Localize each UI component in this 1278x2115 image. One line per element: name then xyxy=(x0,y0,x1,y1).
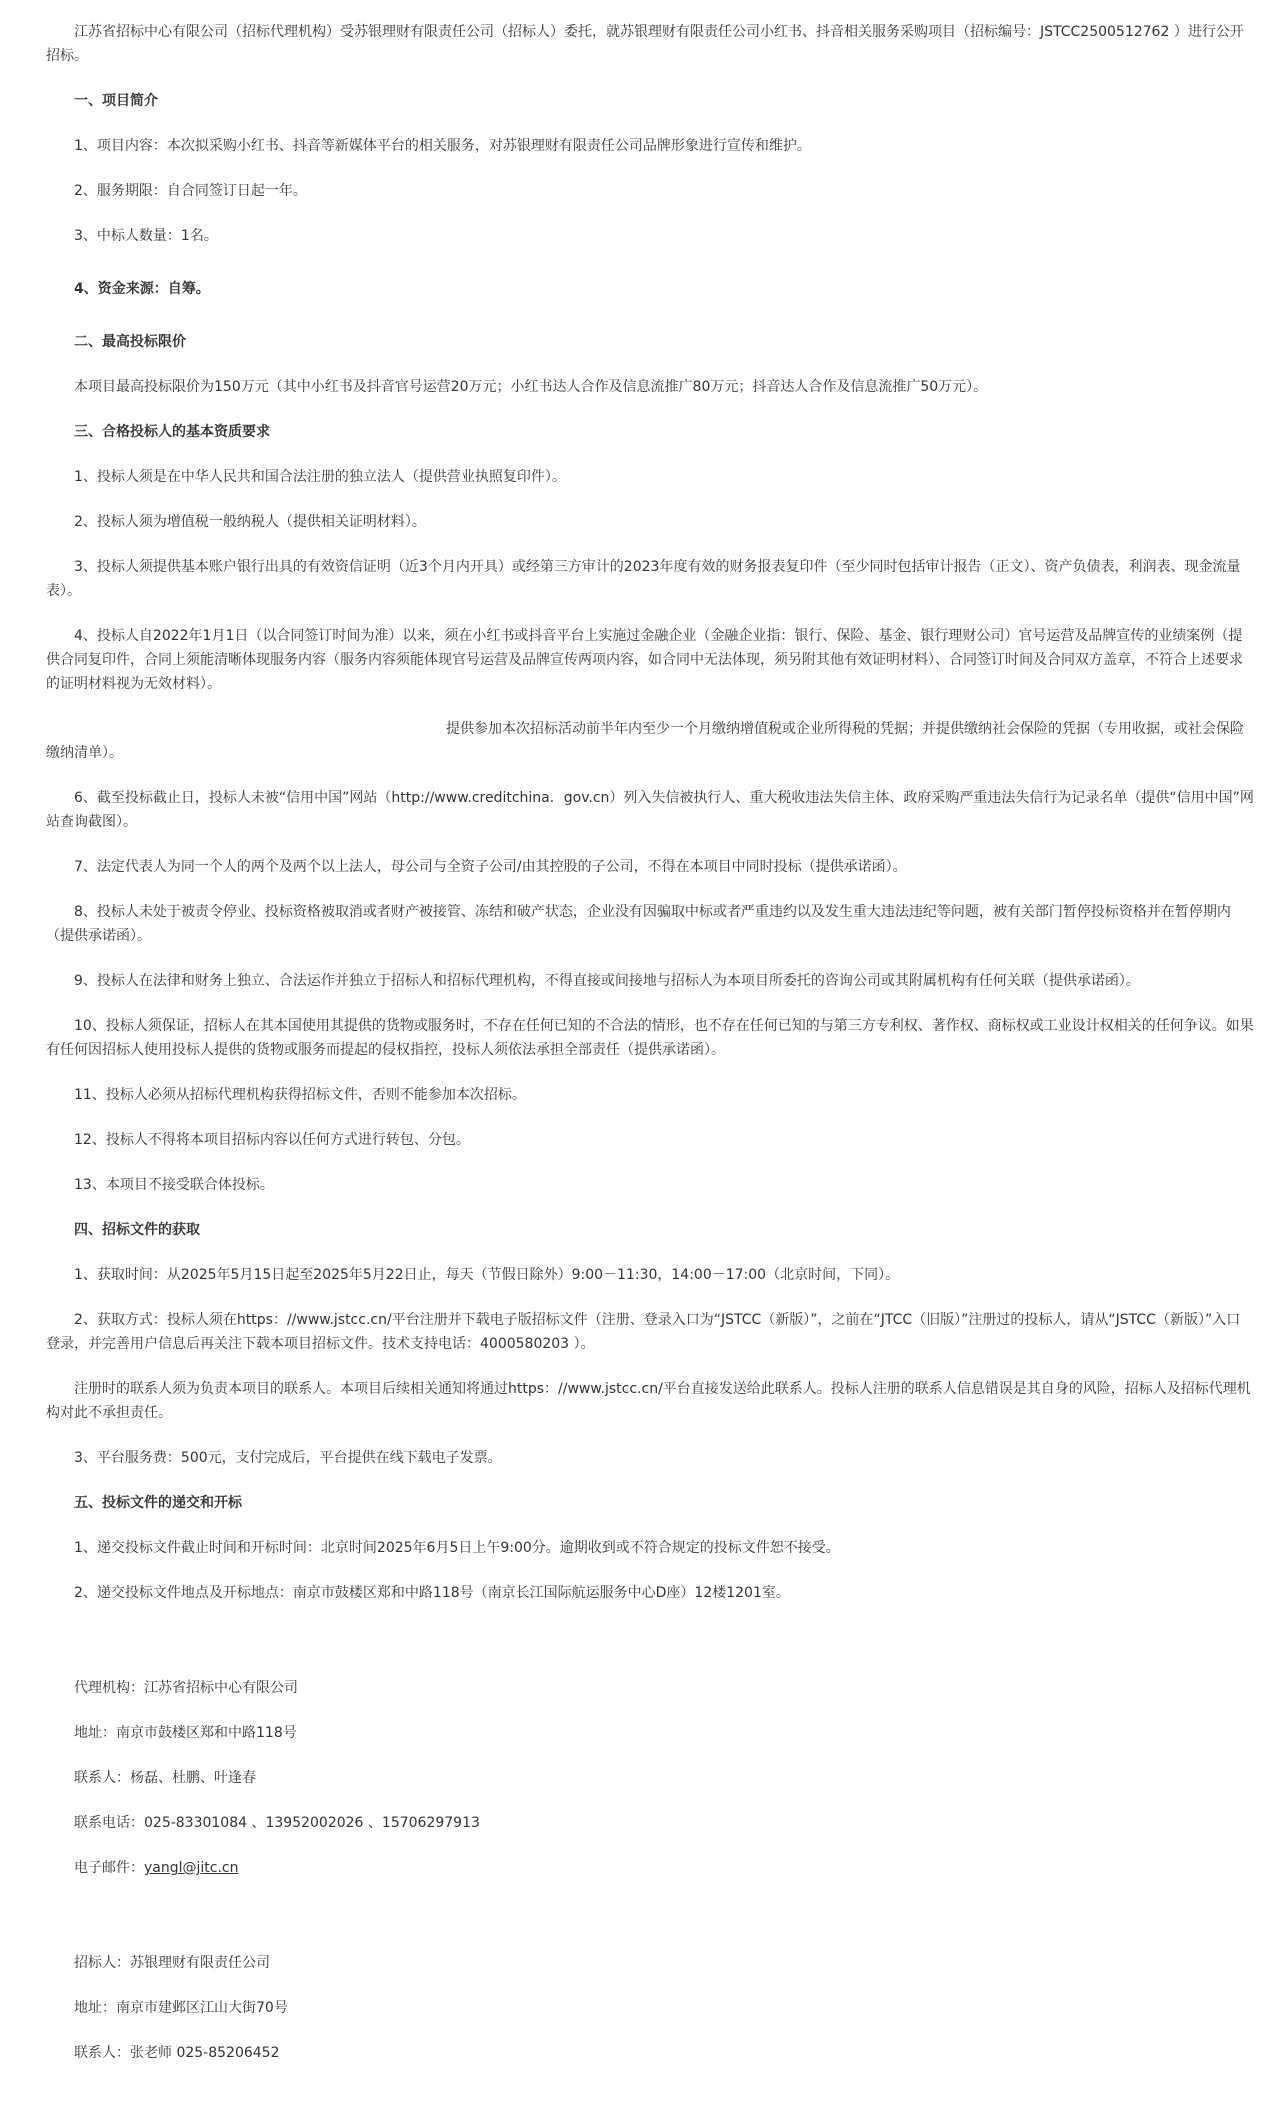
sec3-item-13: 13、本项目不接受联合体投标。 xyxy=(74,1177,274,1193)
sec1-item-1: 1、项目内容：本次拟采购小红书、抖音等新媒体平台的相关服务，对苏银理财有限责任公司品牌形象进行宣传和维护。 xyxy=(74,138,811,154)
client-contact-block xyxy=(46,1951,1254,2065)
agent-email-label: 电子邮件： xyxy=(74,1860,144,1876)
sec1-item-3: 3、中标人数量：1名。 xyxy=(74,228,218,244)
sec1-fund-source: 4、资金来源：自筹。 xyxy=(74,281,210,297)
agent-contact-block xyxy=(46,1676,1254,1880)
intro-paragraph: 江苏省招标中心有限公司（招标代理机构）受苏银理财有限责任公司（招标人）委托，就苏银理财有限责任公司小红书、抖音相关服务采购项目（招标编号：JSTCC2500512762 ）进行公开招标。 xyxy=(46,24,1244,64)
sec3-item-5-text: 提供参加本次招标活动前半年内至少一个月缴纳增值税或企业所得税的凭据；并提供缴纳社会保险的凭据（专用收据，或社会保险缴纳清单）。 xyxy=(46,721,1244,761)
sec4-item-1: 1、获取时间：从2025年5月15日起至2025年5月22日止，每天（节假日除外）9:00－11:30，14:00－17:00（北京时间，下同）。 xyxy=(74,1267,900,1283)
agent-address: 地址：南京市鼓楼区郑和中路118号 xyxy=(74,1725,297,1741)
sec3-item-3: 3、投标人须提供基本账户银行出具的有效资信证明（近3个月内开具）或经第三方审计的2023年度有效的财务报表复印件（至少同时包括审计报告（正文）、资产负债表，利润表、现金流量表）。 xyxy=(46,559,1241,599)
agent-phone: 联系电话：025-83301084 、13952002026 、15706297913 xyxy=(74,1815,480,1831)
agent-contacts: 联系人：杨磊、杜鹏、叶逢春 xyxy=(74,1770,256,1786)
sec3-item-11: 11、投标人必须从招标代理机构获得招标文件，否则不能参加本次招标。 xyxy=(74,1087,526,1103)
sec2-text: 本项目最高投标限价为150万元（其中小红书及抖音官号运营20万元；小红书达人合作及信息流推广80万元；抖音达人合作及信息流推广50万元）。 xyxy=(74,379,988,395)
sec4-item-2: 2、获取方式：投标人须在https：//www.jstcc.cn/平台注册并下载电子版招标文件（注册、登录入口为“JSTCC（新版）”，之前在“JTCC（旧版）”注册过的投标人，请从“JSTCC（新版）”入口登录，并完善用户信息后再关注下载本项目招标文件。技术支持电话：4000580203 ）。 xyxy=(46,1312,1241,1352)
agent-name: 代理机构：江苏省招标中心有限公司 xyxy=(74,1680,298,1696)
sec1-item-2: 2、服务期限：自合同签订日起一年。 xyxy=(74,183,307,199)
section-5-title: 五、投标文件的递交和开标 xyxy=(74,1495,242,1511)
agent-email-line xyxy=(46,1856,1254,1880)
sec3-item-10: 10、投标人须保证，招标人在其本国使用其提供的货物或服务时，不存在任何已知的不合法的情形，也不存在任何已知的与第三方专利权、著作权、商标权或工业设计权相关的任何争议。如果有任何因招标人使用投标人提供的货物或服务而提起的侵权指控，投标人须依法承担全部责任（提供承诺函）。 xyxy=(46,1018,1254,1058)
client-name: 招标人：苏银理财有限责任公司 xyxy=(74,1955,270,1971)
sec5-item-1: 1、递交投标文件截止时间和开标时间：北京时间2025年6月5日上午9:00分。逾期收到或不符合规定的投标文件恕不接受。 xyxy=(74,1540,840,1556)
sec3-item-12: 12、投标人不得将本项目招标内容以任何方式进行转包、分包。 xyxy=(74,1132,470,1148)
section-3-title: 三、合格投标人的基本资质要求 xyxy=(74,424,270,440)
section-4-title: 四、招标文件的获取 xyxy=(74,1222,200,1238)
sec3-item-5 xyxy=(46,717,1254,765)
sec4-item-note: 注册时的联系人须为负责本项目的联系人。本项目后续相关通知将通过https：//www.jstcc.cn/平台直接发送给此联系人。投标人注册的联系人信息错误是其自身的风险，招标人及招标代理机构对此不承担责任。 xyxy=(46,1381,1251,1421)
sec3-item-7: 7、法定代表人为同一个人的两个及两个以上法人，母公司与全资子公司/由其控股的子公司，不得在本项目中同时投标（提供承诺函）。 xyxy=(74,859,907,875)
section-2-title: 二、最高投标限价 xyxy=(74,334,186,350)
agent-email-link[interactable]: yangl@jitc.cn xyxy=(144,1860,239,1876)
sec5-item-2: 2、递交投标文件地点及开标地点：南京市鼓楼区郑和中路118号（南京长江国际航运服务中心D座）12楼1201室。 xyxy=(74,1585,790,1601)
sec3-item-8: 8、投标人未处于被责令停业、投标资格被取消或者财产被接管、冻结和破产状态，企业没有因骗取中标或者严重违约以及发生重大违法违纪等问题，被有关部门暂停投标资格并在暂停期内（提供承诺函）。 xyxy=(46,904,1231,944)
sec3-item-2: 2、投标人须为增值税一般纳税人（提供相关证明材料）。 xyxy=(74,514,426,530)
sec3-item-4: 4、投标人自2022年1月1日（以合同签订时间为准）以来，须在小红书或抖音平台上实施过金融企业（金融企业指：银行、保险、基金、银行理财公司）官号运营及品牌宣传的业绩案例（提供合同复印件，合同上须能清晰体现服务内容（服务内容须能体现官号运营及品牌宣传两项内容，如合同中无法体现，须另附其他有效证明材料）、合同签订时间及合同双方盖章，不符合上述要求的证明材料视为无效材料）。 xyxy=(46,628,1243,692)
sec3-item-9: 9、投标人在法律和财务上独立、合法运作并独立于招标人和招标代理机构，不得直接或间接地与招标人为本项目所委托的咨询公司或其附属机构有任何关联（提供承诺函）。 xyxy=(74,973,1140,989)
client-contact: 联系人：张老师 025-85206452 xyxy=(74,2045,280,2061)
sec3-item-6: 6、截至投标截止日，投标人未被“信用中国”网站（http://www.creditchina．gov.cn）列入失信被执行人、重大税收违法失信主体、政府采购严重违法失信行为记录名单（提供“信用中国”网站查询截图）。 xyxy=(46,790,1254,830)
section-1-title: 一、项目简介 xyxy=(74,93,158,109)
client-address: 地址：南京市建邺区江山大街70号 xyxy=(74,2000,288,2016)
sec3-item-1: 1、投标人须是在中华人民共和国合法注册的独立法人（提供营业执照复印件）。 xyxy=(74,469,566,485)
sec4-item-3: 3、平台服务费：500元，支付完成后，平台提供在线下载电子发票。 xyxy=(74,1450,502,1466)
